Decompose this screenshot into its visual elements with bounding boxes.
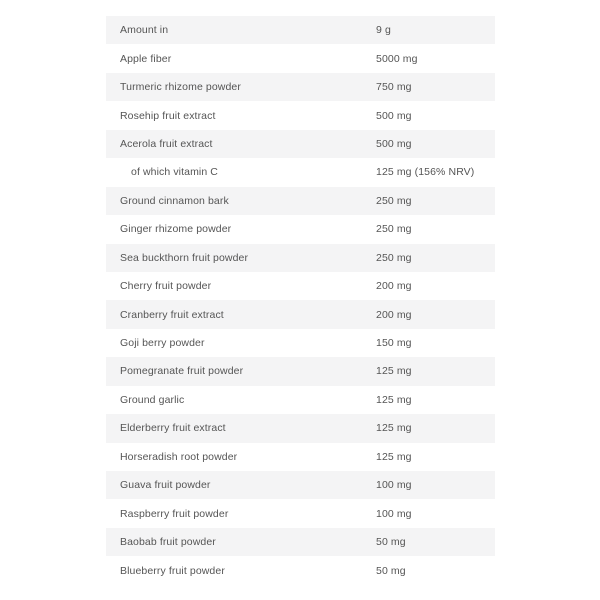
table-row	[106, 357, 495, 385]
table-row	[106, 471, 495, 499]
ingredient-amount: 200 mg	[376, 280, 412, 293]
ingredient-amount: 50 mg	[376, 536, 406, 549]
ingredient-name: Goji berry powder	[120, 337, 205, 350]
table-row	[106, 130, 495, 158]
table-row	[106, 329, 495, 357]
ingredient-amount: 500 mg	[376, 137, 412, 150]
ingredient-name: Elderberry fruit extract	[120, 422, 226, 435]
ingredient-name: Pomegranate fruit powder	[120, 365, 244, 378]
ingredient-name: Sea buckthorn fruit powder	[120, 251, 249, 264]
table-row	[106, 215, 495, 243]
table-row	[106, 386, 495, 414]
table-row	[106, 187, 495, 215]
ingredient-amount: 9 g	[376, 24, 391, 37]
ingredient-amount: 150 mg	[376, 337, 412, 350]
table-row	[106, 16, 495, 44]
ingredient-amount: 125 mg	[376, 365, 412, 378]
ingredient-amount: 5000 mg	[376, 52, 418, 65]
ingredient-name: Ginger rhizome powder	[120, 223, 232, 236]
ingredient-name: of which vitamin C	[131, 166, 218, 179]
ingredient-amount: 250 mg	[376, 251, 412, 264]
ingredient-name: Horseradish root powder	[120, 450, 238, 463]
table-row	[106, 73, 495, 101]
ingredient-name: Blueberry fruit powder	[120, 564, 225, 577]
ingredient-name: Turmeric rhizome powder	[120, 81, 241, 94]
ingredient-amount: 500 mg	[376, 109, 412, 122]
nutrition-table	[106, 16, 495, 585]
table-row	[106, 528, 495, 556]
table-row	[106, 499, 495, 527]
ingredient-amount: 125 mg	[376, 393, 412, 406]
table-row	[106, 272, 495, 300]
ingredient-amount: 250 mg	[376, 223, 412, 236]
table-row	[106, 443, 495, 471]
table-row	[106, 101, 495, 129]
ingredient-amount: 125 mg (156% NRV)	[376, 166, 475, 179]
table-row	[106, 556, 495, 584]
ingredient-name: Raspberry fruit powder	[120, 507, 229, 520]
ingredient-name: Cherry fruit powder	[120, 280, 212, 293]
ingredient-amount: 200 mg	[376, 308, 412, 321]
ingredient-name: Guava fruit powder	[120, 479, 211, 492]
ingredient-amount: 50 mg	[376, 564, 406, 577]
ingredient-name: Apple fiber	[120, 52, 172, 65]
table-row	[106, 44, 495, 72]
ingredient-name: Ground garlic	[120, 393, 185, 406]
ingredient-name: Acerola fruit extract	[120, 137, 213, 150]
table-row	[106, 300, 495, 328]
ingredient-amount: 125 mg	[376, 422, 412, 435]
ingredient-name: Rosehip fruit extract	[120, 109, 216, 122]
table-row	[106, 414, 495, 442]
table-row	[106, 158, 495, 186]
ingredient-name: Cranberry fruit extract	[120, 308, 224, 321]
table-row	[106, 244, 495, 272]
ingredient-amount: 100 mg	[376, 507, 412, 520]
ingredient-name: Amount in	[120, 24, 169, 37]
ingredient-amount: 100 mg	[376, 479, 412, 492]
ingredient-amount: 250 mg	[376, 194, 412, 207]
ingredient-name: Baobab fruit powder	[120, 536, 216, 549]
ingredient-name: Ground cinnamon bark	[120, 194, 229, 207]
ingredient-amount: 750 mg	[376, 81, 412, 94]
ingredient-amount: 125 mg	[376, 450, 412, 463]
